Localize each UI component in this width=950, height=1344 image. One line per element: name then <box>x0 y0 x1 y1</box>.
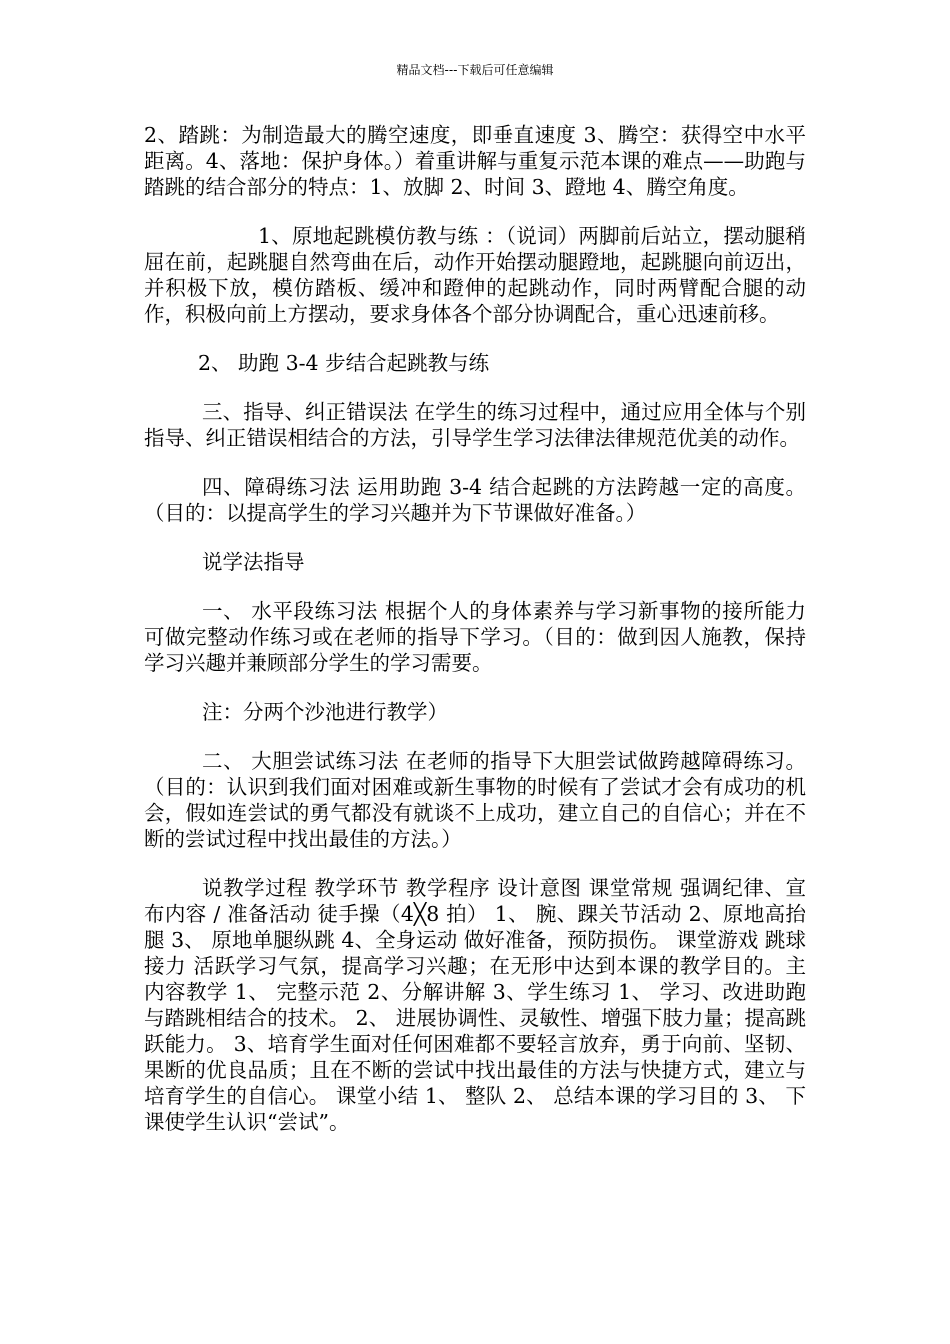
document-body <box>144 122 806 1158</box>
paragraph-teaching-process: 说教学过程 教学环节 教学程序 设计意图 课堂常规 强调纪律、宣布内容 / 准备活动 徒手操（4╳8 拍） 1、 腕、踝关节活动 2、原地高抬腿 3、 原地单腿纵跳 4、全身运动 做好准备，预防损伤。 课堂游戏 跳球接力 活跃学习气氛，提高学习兴趣；在无形中达到本课的教学目的。主内容教学 1、 完整示范 2、分解讲解 3、学生练习 1、 学习、改进助跑与踏跳相结合的技术。 2、 进展协调性、灵敏性、增强下肢力量；提高跳跃能力。 3、培育学生面对任何困难都不要轻言放弃，勇于向前、坚韧、果断的优良品质；且在不断的尝试中找出最佳的方法与快捷方式，建立与培育学生的自信心。 课堂小结 1、 整队 2、 总结本课的学习目的 3、 下课使学生认识“尝试”。 <box>144 876 806 1134</box>
paragraph-bold-attempt-method: 二、 大胆尝试练习法 在老师的指导下大胆尝试做跨越障碍练习。（目的：认识到我们面对困难或新生事物的时候有了尝试才会有成功的机会，假如连尝试的勇气都没有就谈不上成功，建立自己的自信心；并在不断的尝试过程中找出最佳的方法。） <box>144 749 806 851</box>
paragraph-note-sandpits: 注：分两个沙池进行教学） <box>202 700 448 724</box>
paragraph-jump-phases: 2、踏跳：为制造最大的腾空速度，即垂直速度 3、腾空：获得空中水平距离。4、落地：保护身体。）着重讲解与重复示范本课的难点——助跑与踏跳的结合部分的特点：1、放脚 2、时间 3、蹬地 4、腾空角度。 <box>144 123 806 199</box>
paragraph-level-practice: 一、 水平段练习法 根据个人的身体素养与学习新事物的接所能力可做完整动作练习或在老师的指导下学习。（目的：做到因人施教，保持学习兴趣并兼顾部分学生的学习需要。 <box>144 599 806 675</box>
section-heading-learning-guidance: 说学法指导 <box>202 550 305 574</box>
paragraph-correction-method: 三、指导、纠正错误法 在学生的练习过程中，通过应用全体与个别指导、纠正错误相结合的方法，引导学生学习法律法律规范优美的动作。 <box>144 400 806 450</box>
page-header: 精品文档---下载后可任意编辑 <box>396 63 554 77</box>
paragraph-run-up-drill: 2、 助跑 3-4 步结合起跳教与练 <box>198 351 490 375</box>
paragraph-obstacle-method: 四、障碍练习法 运用助跑 3-4 结合起跳的方法跨越一定的高度。（目的：以提高学生的学习兴趣并为下节课做好准备。） <box>144 475 806 525</box>
paragraph-standing-takeoff-drill: 1、原地起跳模仿教与练 ：（说词）两脚前后站立，摆动腿稍屈在前，起跳腿自然弯曲在后，动作开始摆动腿蹬地，起跳腿向前迈出，并积极下放，模仿踏板、缓冲和蹬伸的起跳动作，同时两臂配合腿的动作，积极向前上方摆动，要求身体各个部分协调配合，重心迅速前移。 <box>144 224 806 326</box>
